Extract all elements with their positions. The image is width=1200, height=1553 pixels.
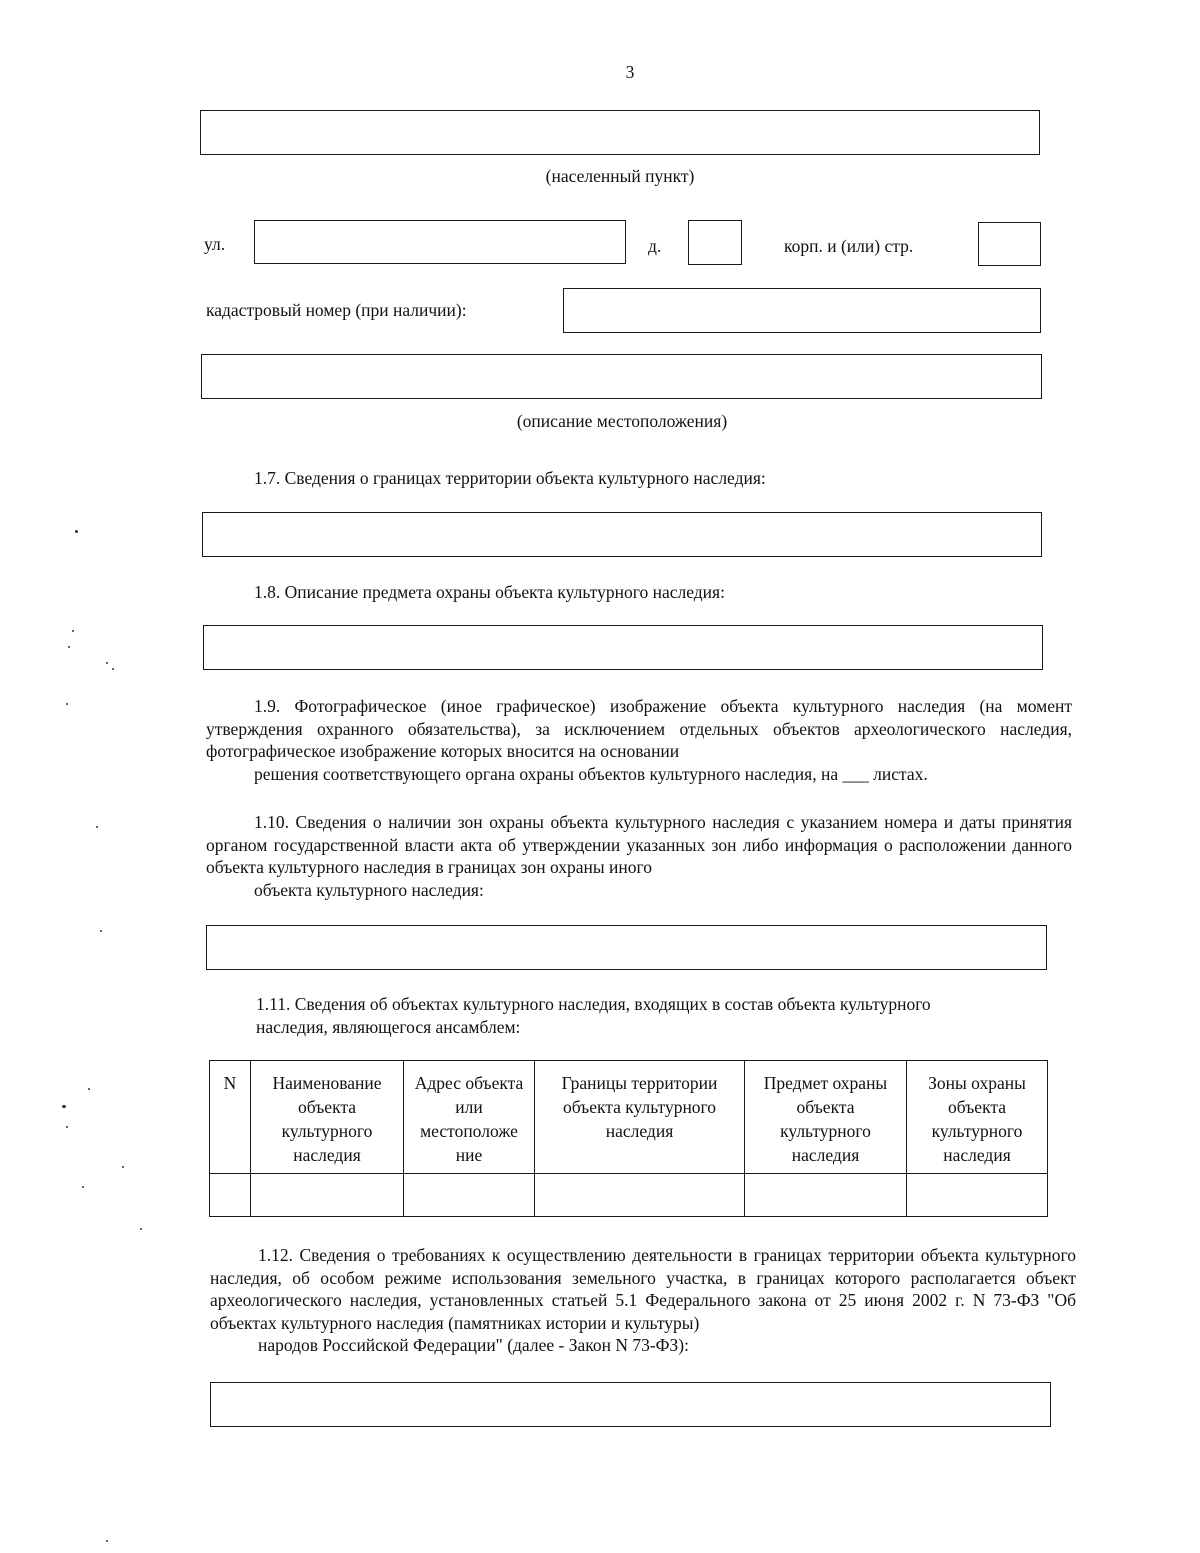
table-header-row <box>210 1061 1048 1174</box>
cadastral-label: кадастровый номер (при наличии): <box>206 300 467 320</box>
building-label: корп. и (или) стр. <box>784 236 914 256</box>
section-1-12-last-line: народов Российской Федерации" (далее - Закон N 73-ФЗ): <box>258 1335 689 1355</box>
table-row <box>210 1174 1048 1217</box>
cell-address[interactable] <box>404 1174 535 1217</box>
cell-territory-boundaries[interactable] <box>535 1174 745 1217</box>
cell-number[interactable] <box>210 1174 251 1217</box>
scan-speck <box>66 703 68 705</box>
street-label: ул. <box>204 234 226 254</box>
settlement-field[interactable] <box>200 110 1040 155</box>
cell-protection-subject[interactable] <box>745 1174 907 1217</box>
scan-speck <box>100 930 102 932</box>
cadastral-field[interactable] <box>563 288 1041 333</box>
section-1-7-title: 1.7. Сведения о границах территории объекта культурного наследия: <box>254 468 766 488</box>
house-label: д. <box>648 236 662 256</box>
header-protection-zones: Зоны охраны объекта культурного наследия <box>907 1061 1048 1174</box>
section-1-10-paragraph <box>206 811 1072 901</box>
section-1-12-paragraph <box>210 1244 1076 1357</box>
header-object-name: Наименование объекта культурного наследия <box>251 1061 404 1174</box>
location-caption: (описание местоположения) <box>516 411 728 431</box>
header-number: N <box>210 1061 251 1174</box>
scan-speck <box>68 646 70 648</box>
section-1-10-body: 1.10. Сведения о наличии зон охраны объекта культурного наследия с указанием номера и даты принятия органом государственной власти акта об утверждении указанных зон либо информация о расположении данного объекта культурного наследия в границах зон охраны иного <box>206 812 1072 877</box>
header-address: Адрес объекта или местоположе ние <box>404 1061 535 1174</box>
header-territory-boundaries: Границы территории объекта культурного наследия <box>535 1061 745 1174</box>
section-1-8-title: 1.8. Описание предмета охраны объекта культурного наследия: <box>254 582 725 602</box>
cell-protection-zones[interactable] <box>907 1174 1048 1217</box>
scan-speck <box>72 630 74 632</box>
scan-speck <box>140 1228 142 1230</box>
section-1-9-body: 1.9. Фотографическое (иное графическое) изображение объекта культурного наследия (на момент утверждения охранного обязательства), за исключением отдельных объектов археологического наследия, фотографическое изображение которых вносится на основании <box>206 696 1072 761</box>
street-field[interactable] <box>254 220 626 264</box>
section-1-12-body: 1.12. Сведения о требованиях к осуществлению деятельности в границах территории объекта культурного наследия, об особом режиме использования земельного участка, в границах которого располагается объект археологического наследия, установленных статьей 5.1 Федерального закона от 25 июня 2002 г. N 73-ФЗ "Об объектах культурного наследия (памятниках истории и культуры) <box>210 1245 1076 1333</box>
protection-zones-field[interactable] <box>206 925 1047 970</box>
scan-speck <box>96 826 98 828</box>
activity-requirements-field[interactable] <box>210 1382 1051 1427</box>
house-field[interactable] <box>688 220 742 265</box>
section-1-10-last-line: объекта культурного наследия: <box>254 879 484 900</box>
page-number: 3 <box>625 62 635 82</box>
settlement-caption: (населенный пункт) <box>545 166 695 186</box>
scan-speck <box>82 1186 84 1188</box>
section-1-9-last-line: решения соответствующего органа охраны объектов культурного наследия, на ___ листах. <box>254 763 928 784</box>
section-1-9-paragraph <box>206 695 1072 785</box>
location-field[interactable] <box>201 354 1042 399</box>
scan-speck <box>122 1166 124 1168</box>
scan-speck <box>88 1088 90 1090</box>
scan-speck <box>106 662 108 664</box>
scan-speck <box>66 1126 68 1128</box>
scan-speck <box>62 1105 66 1108</box>
header-protection-subject: Предмет охраны объекта культурного наследия <box>745 1061 907 1174</box>
territory-boundaries-field[interactable] <box>202 512 1042 557</box>
protection-subject-field[interactable] <box>203 625 1043 670</box>
scan-speck <box>106 1540 108 1542</box>
section-1-11-last-line: наследия, являющегося ансамблем: <box>256 1016 521 1037</box>
section-1-11-body: 1.11. Сведения об объектах культурного наследия, входящих в состав объекта культурного <box>256 994 931 1014</box>
scan-speck <box>112 668 114 670</box>
scan-speck <box>75 530 78 533</box>
section-1-11-paragraph <box>208 993 1074 1038</box>
cell-object-name[interactable] <box>251 1174 404 1217</box>
building-field[interactable] <box>978 222 1041 266</box>
ensemble-objects-table <box>209 1060 1048 1217</box>
